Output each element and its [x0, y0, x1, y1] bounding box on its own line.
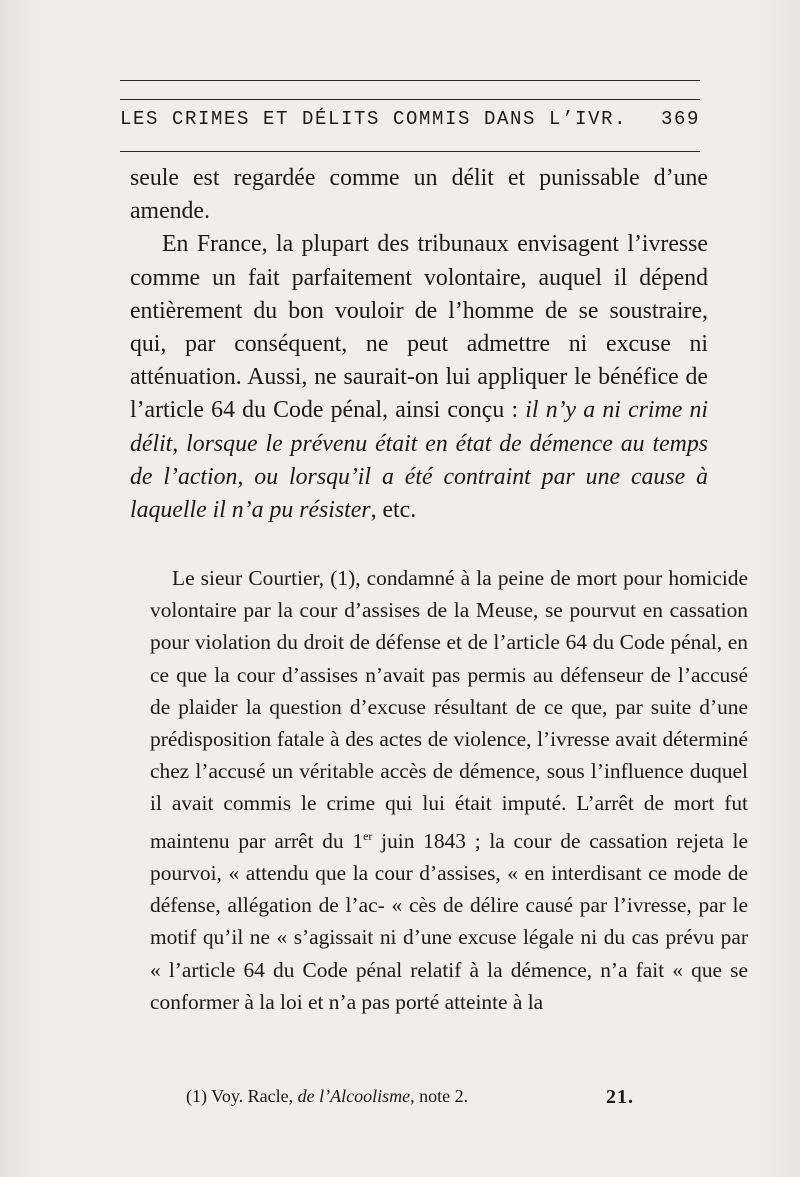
ordinal-superscript: er [363, 828, 373, 843]
paragraph-2 [130, 228, 708, 527]
header-rule-upper [120, 99, 700, 100]
header-rule-top [120, 80, 700, 81]
paragraph-2-end: , etc. [370, 497, 417, 524]
paragraph-3-a: Le sieur Courtier, (1), condamné à la peine de mort pour homicide volontaire par la cour d’assises de la Meuse, se pourvut en cassation pour violation du droit de défense et de l’article 64 du Code pénal, en ce que la cour d’assises n’avait pas permis au défenseur de l’accusé de plaider la question d’excuse résultant de ce que, par suite d’une prédisposition fatale à des actes de violence, l’ivresse avait déterminé chez l’accusé un véritable accès de démence, sous l’influence duquel il avait commis le crime qui lui était imputé. L’arrêt de mort fut maintenu par arrêt du 1 [150, 566, 748, 853]
footnote-marker: (1) Voy. Racle, [186, 1086, 298, 1106]
paragraph-2-roman: En France, la plupart des tribunaux envisagent l’ivresse comme un fait parfaitement volontaire, auquel il dépend entièrement du bon vouloir de l’homme de se soustraire, qui, par conséquent, ne peut admettre ni excuse ni atténuation. Aussi, ne saurait-on lui appliquer le bénéfice de l’article 64 du Code pénal, ainsi conçu : [130, 231, 708, 424]
paragraph-3-b: juin 1843 ; la cour de cassation rejeta le pourvoi, « attendu que la cour d’assises, « en interdisant ce mode de défense, allégation de l’ac- « cès de délire causé par l’ivresse, par le motif qu’il ne « s’agissait ni d’une excuse légale ni du cas prévu par « l’article 64 du Code pénal relatif à la démence, n’a fait « que se conformer à la loi et n’a pas porté atteinte à la [150, 828, 748, 1014]
footnote [186, 1086, 468, 1107]
header-rule-lower [120, 151, 700, 152]
footnote-work-title: de l’Alcoolisme [297, 1086, 411, 1106]
running-head [120, 108, 700, 130]
footnote-rest: , note 2. [410, 1086, 469, 1106]
page-number: 369 [660, 108, 700, 130]
paragraph-1: seule est regardée comme un délit et punissable d’une amende. [130, 165, 708, 225]
paragraph-3 [150, 562, 748, 1018]
body-text-lower [150, 562, 748, 1018]
running-title: LES CRIMES ET DÉLITS COMMIS DANS L’IVR. [120, 108, 628, 130]
body-text-upper [130, 162, 708, 527]
signature-mark: 21. [606, 1086, 634, 1108]
article-64-quote: il n’y a ni crime ni délit, lorsque le prévenu était en état de démence au temps de l’action, ou lorsqu’il a été contraint par une cause à laquelle il n’a pu résister [130, 397, 708, 524]
